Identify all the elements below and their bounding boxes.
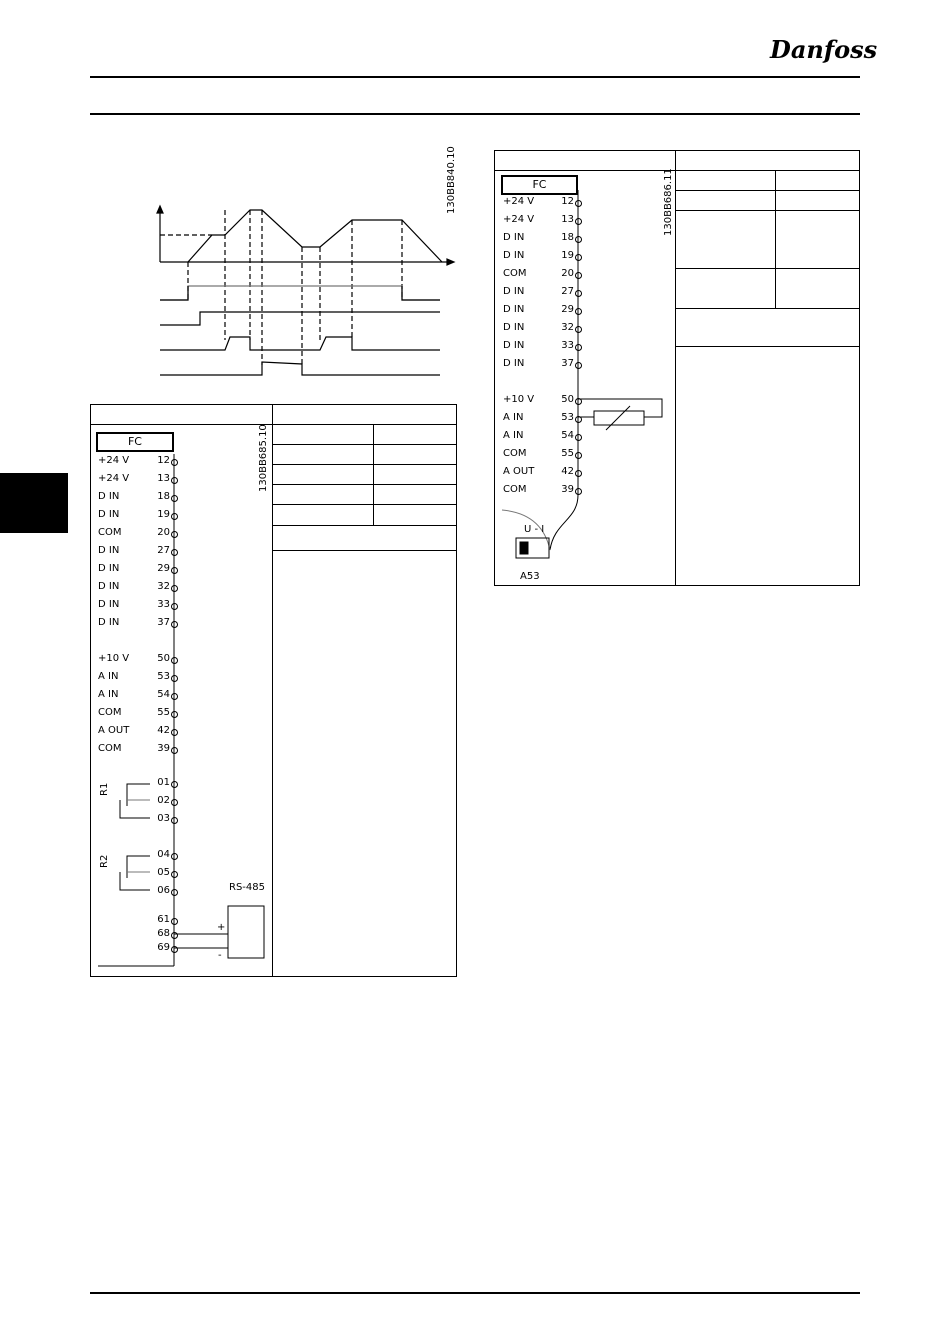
terminal-number: 29: [561, 304, 574, 315]
terminal-number: 54: [157, 689, 170, 700]
terminal-name: +10 V: [503, 394, 535, 405]
header-rule-top: [90, 76, 860, 78]
terminal-name: A OUT: [98, 725, 130, 736]
terminal-number: 55: [157, 707, 170, 718]
terminal-number: 50: [561, 394, 574, 405]
terminal-number: 05: [157, 867, 170, 878]
terminal-number: 19: [561, 250, 574, 261]
header-rule-bottom: [90, 113, 860, 115]
terminal-name: D IN: [503, 250, 525, 261]
fc-label: FC: [501, 175, 578, 195]
terminal-name: D IN: [98, 545, 120, 556]
right-wiring: [494, 150, 860, 586]
terminal-name: D IN: [98, 599, 120, 610]
terminal-number: 13: [561, 214, 574, 225]
terminal-number: 50: [157, 653, 170, 664]
terminal-number: 18: [157, 491, 170, 502]
terminal-name: COM: [503, 448, 527, 459]
terminal-number: 02: [157, 795, 170, 806]
relay-r2-label: R2: [99, 854, 110, 868]
terminal-number: 37: [157, 617, 170, 628]
terminal-number: 20: [157, 527, 170, 538]
chapter-tab-marker: [0, 473, 68, 533]
right-figure-ref: 130BB686.11: [663, 168, 674, 236]
terminal-number: 29: [157, 563, 170, 574]
terminal-number: 18: [561, 232, 574, 243]
terminal-number: 68: [157, 928, 170, 939]
terminal-number: 19: [157, 509, 170, 520]
fc-label: FC: [96, 432, 174, 452]
terminal-number: 33: [561, 340, 574, 351]
terminal-name: COM: [503, 484, 527, 495]
switch-name: A53: [520, 571, 540, 582]
terminal-name: COM: [503, 268, 527, 279]
left-wiring: [90, 404, 457, 977]
terminal-number: 37: [561, 358, 574, 369]
terminal-name: A IN: [503, 430, 524, 441]
terminal-name: +24 V: [503, 196, 535, 207]
terminal-number: 12: [561, 196, 574, 207]
terminal-name: D IN: [503, 286, 525, 297]
logo-wordmark: Danfoss: [770, 35, 878, 64]
terminal-number: 12: [157, 455, 170, 466]
terminal-number: 01: [157, 777, 170, 788]
terminal-name: +24 V: [98, 455, 130, 466]
terminal-number: 27: [561, 286, 574, 297]
terminal-name: D IN: [503, 304, 525, 315]
timing-diagram: [140, 150, 470, 385]
terminal-number: 03: [157, 813, 170, 824]
terminal-name: D IN: [503, 358, 525, 369]
terminal-name: A IN: [98, 671, 119, 682]
terminal-number: 32: [561, 322, 574, 333]
terminal-name: D IN: [98, 491, 120, 502]
terminal-number: 39: [561, 484, 574, 495]
terminal-name: COM: [98, 527, 122, 538]
terminal-name: +10 V: [98, 653, 130, 664]
rs485-plus: +: [217, 922, 226, 933]
terminal-number: 04: [157, 849, 170, 860]
terminal-name: A OUT: [503, 466, 535, 477]
terminal-number: 27: [157, 545, 170, 556]
terminal-number: 39: [157, 743, 170, 754]
terminal-name: A IN: [503, 412, 524, 423]
rs485-label: RS-485: [229, 882, 265, 893]
terminal-name: A IN: [98, 689, 119, 700]
terminal-name: D IN: [503, 232, 525, 243]
terminal-name: D IN: [503, 322, 525, 333]
danfoss-logo: [768, 28, 878, 70]
timing-diagram-ref: 130BB840.10: [446, 146, 457, 214]
terminal-number: 55: [561, 448, 574, 459]
terminal-number: 42: [157, 725, 170, 736]
terminal-name: D IN: [98, 509, 120, 520]
terminal-name: D IN: [98, 581, 120, 592]
relay-r1-label: R1: [99, 782, 110, 796]
terminal-number: 53: [157, 671, 170, 682]
terminal-number: 61: [157, 914, 170, 925]
terminal-number: 06: [157, 885, 170, 896]
terminal-name: D IN: [98, 617, 120, 628]
switch-label: U - I: [524, 524, 545, 535]
terminal-name: +24 V: [503, 214, 535, 225]
terminal-name: D IN: [503, 340, 525, 351]
rs485-minus: -: [218, 950, 222, 961]
terminal-name: COM: [98, 743, 122, 754]
terminal-name: D IN: [98, 563, 120, 574]
terminal-number: 54: [561, 430, 574, 441]
terminal-name: COM: [98, 707, 122, 718]
terminal-number: 33: [157, 599, 170, 610]
footer-rule: [90, 1292, 860, 1294]
terminal-number: 53: [561, 412, 574, 423]
terminal-name: +24 V: [98, 473, 130, 484]
left-figure-ref: 130BB685.10: [258, 424, 269, 492]
terminal-number: 20: [561, 268, 574, 279]
terminal-number: 69: [157, 942, 170, 953]
terminal-number: 13: [157, 473, 170, 484]
terminal-number: 42: [561, 466, 574, 477]
terminal-number: 32: [157, 581, 170, 592]
